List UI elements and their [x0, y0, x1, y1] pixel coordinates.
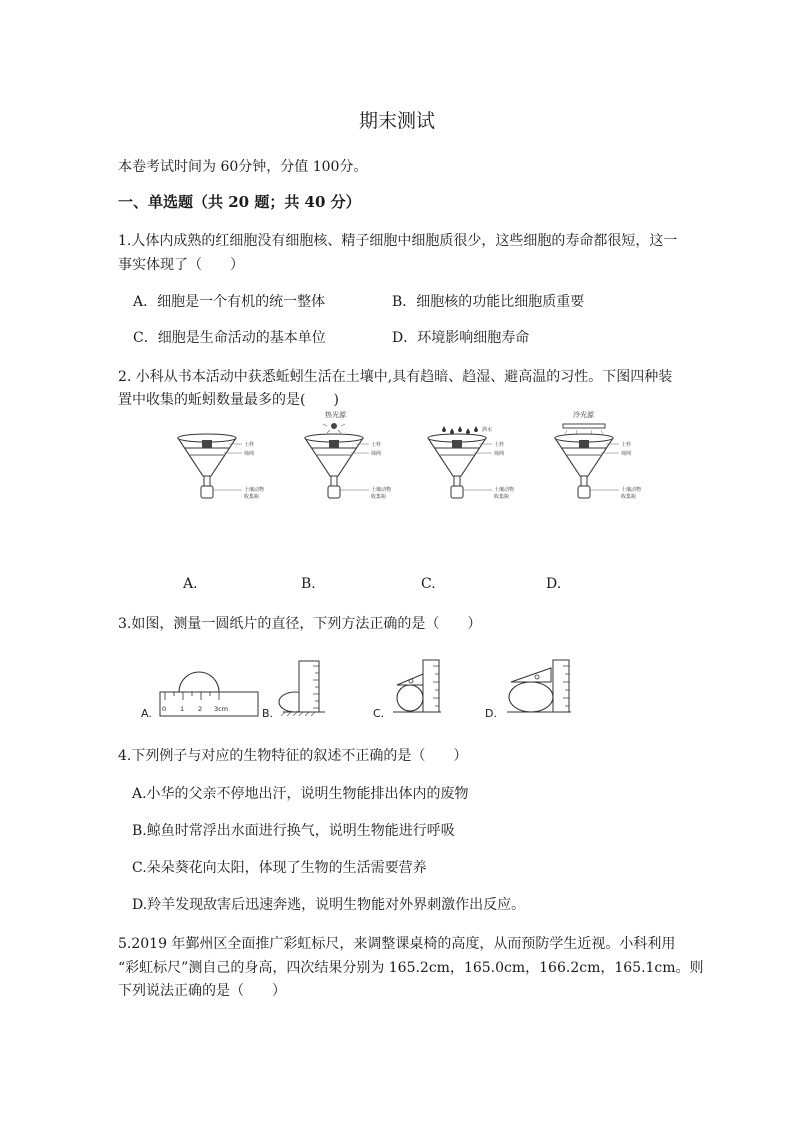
- svg-text:土样: 土样: [244, 442, 255, 448]
- apparatus-a: [178, 434, 264, 500]
- q3-stem: 3.如图，测量一圆纸片的直径，下列方法正确的是（ ）: [118, 616, 482, 632]
- svg-text:冷光源: 冷光源: [573, 411, 594, 419]
- svg-text:洒水: 洒水: [482, 427, 493, 433]
- method-c: [373, 660, 441, 720]
- svg-text:收集瓶: 收集瓶: [371, 494, 387, 500]
- svg-text:D.: D.: [485, 707, 497, 720]
- cold-lamp-icon: [563, 424, 605, 428]
- svg-text:B.: B.: [262, 707, 274, 720]
- method-d: [485, 660, 571, 720]
- svg-text:A.: A.: [141, 707, 152, 720]
- q1-stem-line1: 1.人体内成熟的红细胞没有细胞核、精子细胞中细胞质很少，这些细胞的寿命都很短，这一: [118, 233, 678, 249]
- heat-lamp-icon: [331, 423, 337, 429]
- q5-stem-line1: 5.2019 年鄞州区全面推广彩虹标尺，来调整课桌椅的高度，从而预防学生近视。小科利用: [118, 936, 676, 952]
- q1-stem-line2: 事实体现了（ ）: [118, 257, 244, 273]
- svg-text:收集瓶: 收集瓶: [494, 494, 510, 500]
- q2-option-a-label: A.: [183, 576, 198, 592]
- apparatus-d: [555, 410, 641, 500]
- svg-text:C.: C.: [373, 707, 385, 720]
- svg-text:1: 1: [180, 705, 185, 713]
- svg-text:土壤动物: 土壤动物: [494, 487, 515, 493]
- svg-text:土样: 土样: [494, 442, 505, 448]
- q4-option-c: C.朵朵葵花向太阳，体现了生物的生活需要营养: [132, 860, 427, 876]
- q1-option-d: D．环境影响细胞寿命: [392, 330, 530, 346]
- q1-option-c: C．细胞是生命活动的基本单位: [133, 330, 326, 346]
- svg-text:3cm: 3cm: [214, 705, 229, 713]
- svg-text:热光源: 热光源: [325, 411, 346, 419]
- q4-stem: 4.下列例子与对应的生物特征的叙述不正确的是（ ）: [118, 748, 468, 764]
- q2-stem-line2: 置中收集的蚯蚓数量最多的是( ): [118, 392, 339, 408]
- svg-text:筛网: 筛网: [244, 451, 255, 457]
- svg-text:收集瓶: 收集瓶: [244, 494, 260, 500]
- water-drops-icon: [442, 426, 478, 434]
- q4-option-b: B.鲸鱼时常浮出水面进行换气，说明生物能进行呼吸: [132, 823, 455, 839]
- svg-text:0: 0: [162, 705, 167, 713]
- q5-stem-line3: 下列说法正确的是（ ）: [118, 983, 286, 999]
- svg-text:筛网: 筛网: [371, 451, 382, 457]
- q4-option-a: A.小华的父亲不停地出汗，说明生物能排出体内的废物: [132, 786, 469, 802]
- page-title: 期末测试: [358, 110, 435, 132]
- q5-stem-line2: “彩虹标尺”测自己的身高，四次结果分别为 165.2cm，165.0cm，166.2cm，165.1cm。则: [118, 960, 704, 976]
- section-heading: 一、单选题（共 20 题；共 40 分）: [118, 193, 361, 211]
- svg-text:筛网: 筛网: [494, 451, 505, 457]
- q4-option-d: D.羚羊发现敌害后迅速奔逃，说明生物能对外界刺激作出反应。: [132, 897, 526, 913]
- svg-text:收集瓶: 收集瓶: [621, 494, 637, 500]
- q2-option-c-label: C.: [421, 576, 436, 592]
- svg-text:土壤动物: 土壤动物: [371, 487, 392, 493]
- svg-text:土样: 土样: [621, 442, 632, 448]
- svg-text:土样: 土样: [371, 442, 382, 448]
- q1-option-b: B．细胞核的功能比细胞质重要: [392, 294, 585, 310]
- exam-intro: 本卷考试时间为 60分钟，分值 100分。: [118, 159, 368, 175]
- method-b: [262, 661, 325, 720]
- q1-option-a: A．细胞是一个有机的统一整体: [133, 294, 326, 310]
- funnel-apparatus-figure: [160, 411, 642, 510]
- apparatus-c: [428, 426, 514, 500]
- method-a: [141, 672, 258, 720]
- q2-stem-line1: 2. 小科从书本活动中获悉蚯蚓生活在土壤中,具有趋暗、趋湿、避高温的习性。下图四种装: [118, 369, 673, 385]
- svg-text:土壤动物: 土壤动物: [621, 487, 642, 493]
- apparatus-b: [305, 410, 391, 500]
- svg-text:筛网: 筛网: [621, 451, 632, 457]
- svg-text:2: 2: [198, 705, 203, 713]
- q2-option-b-label: B.: [301, 576, 316, 592]
- ruler-measurement-figure: [135, 652, 585, 724]
- q2-option-d-label: D.: [546, 576, 562, 592]
- svg-text:土壤动物: 土壤动物: [244, 487, 265, 493]
